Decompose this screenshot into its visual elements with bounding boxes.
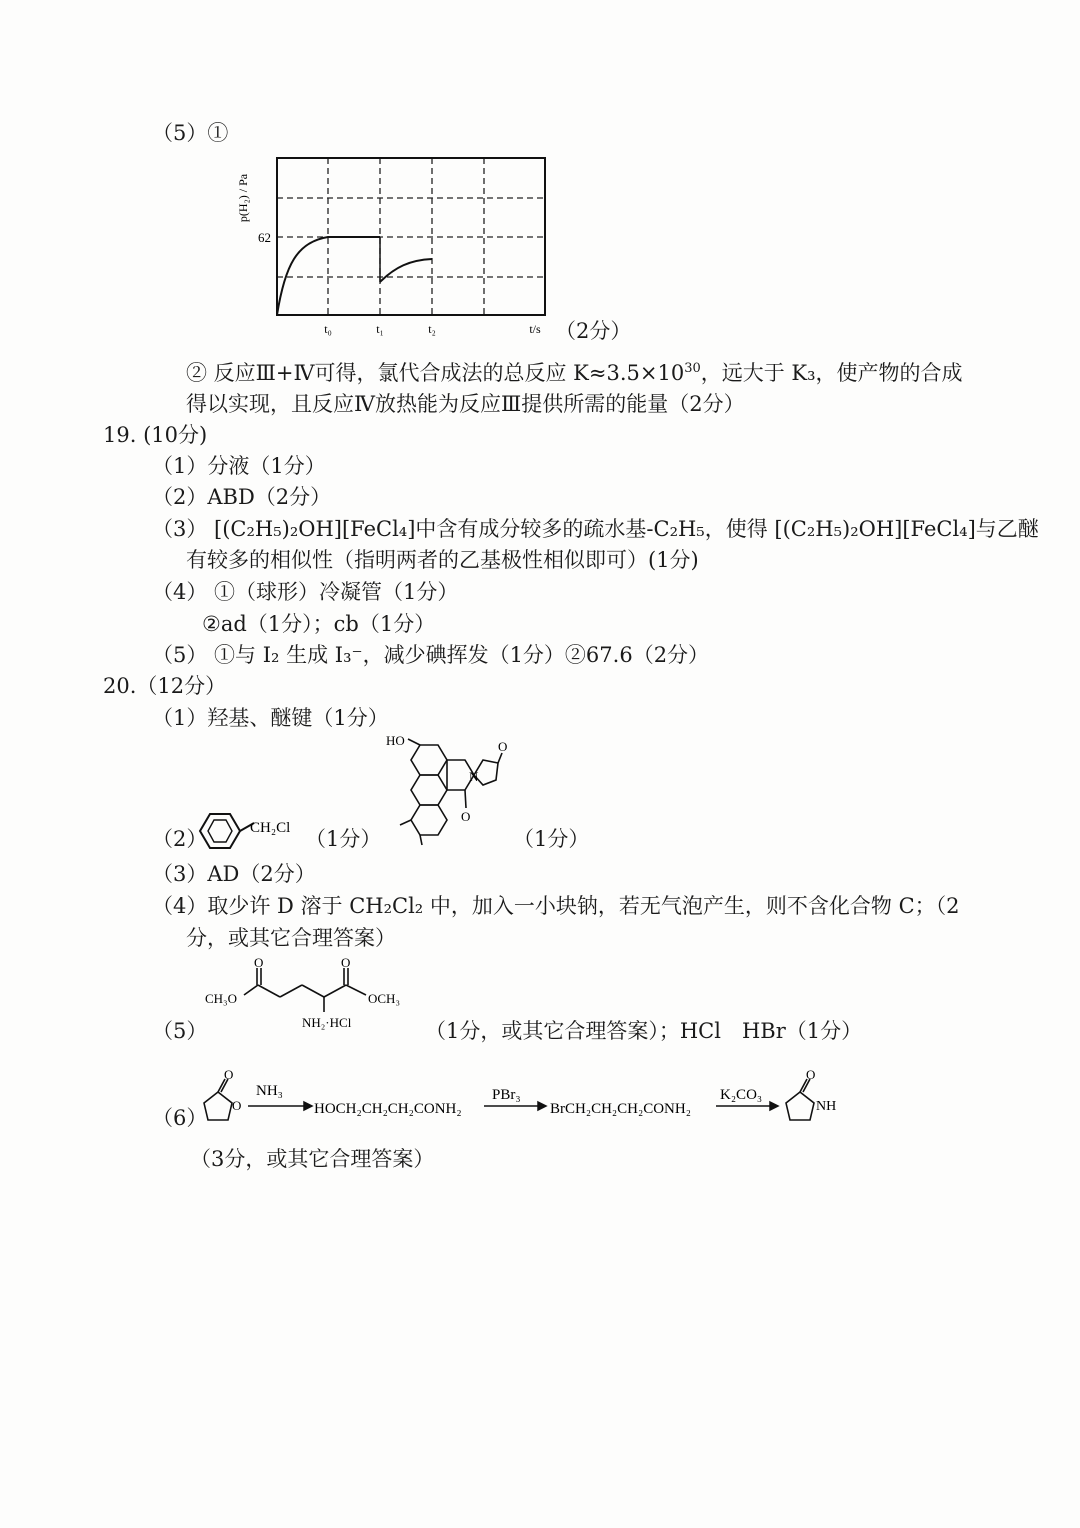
- lactam-carbonyl-o-label: O: [806, 1068, 816, 1082]
- q20-part6-note: （3分，或其它合理答案）: [190, 1147, 435, 1171]
- q20-part2-label: （2）: [152, 827, 208, 851]
- synthesis-route: [196, 1068, 856, 1138]
- glutamate-nh2hcl-label: NH₂·HCl: [302, 1015, 352, 1030]
- lactam-nh-label: NH: [816, 1099, 837, 1114]
- lactone-carbonyl-o-label: O: [224, 1068, 234, 1082]
- pressure-time-graph: [225, 150, 560, 340]
- q20-part4-line2: 分，或其它合理答案）: [186, 926, 396, 950]
- q19-part4-line2: ②ad（1分）；cb（1分）: [202, 612, 436, 636]
- q19-part3-line2: 有较多的相似性（指明两者的乙基极性相似即可）(1分): [186, 548, 699, 572]
- graph-gridlines: [277, 158, 545, 315]
- glutamate-o-left-label: O: [254, 955, 264, 970]
- phenanthro-o-bottom-label: O: [461, 809, 471, 824]
- reagent-nh3: NH₃: [256, 1083, 283, 1099]
- q19-part2: （2）ABD（2分）: [152, 485, 332, 509]
- q18-answer2-line1: [186, 360, 963, 386]
- q18-graph-score: （2分）: [555, 319, 632, 343]
- lactam-ring: [786, 1079, 814, 1120]
- q20-part5-answer: （1分，或其它合理答案）；HCl HBr（1分）: [425, 1019, 863, 1043]
- glutamate-o-right-label: O: [341, 955, 351, 970]
- q20-part3: （3）AD（2分）: [152, 862, 316, 886]
- q19-header: 19. (10分): [103, 423, 208, 447]
- reagent-k2co3: K₂CO₃: [720, 1087, 763, 1103]
- lactone-ring: [204, 1079, 232, 1120]
- q20-part5-label: （5）: [152, 1019, 208, 1043]
- graph-x-tick-t0: t₀: [324, 322, 332, 336]
- graph-x-axis-label: t/s: [529, 322, 541, 336]
- glutamate-ch3o-label: CH₃O: [205, 991, 237, 1006]
- intermediate-bromo-amide: BrCH₂CH₂CH₂CONH₂: [550, 1101, 691, 1117]
- q18-answer2-exponent: 30: [684, 361, 701, 376]
- q20-part6-label: （6）: [152, 1106, 208, 1130]
- arrow-2: [484, 1102, 546, 1110]
- arrow-3: [716, 1102, 778, 1110]
- lactone-ring-o-label: O: [232, 1098, 242, 1113]
- reagent-pbr3: PBr₃: [492, 1087, 521, 1103]
- glutamate-diester-structure: [200, 955, 415, 1037]
- q20-part1: （1）羟基、醚键（1分）: [152, 706, 389, 730]
- phenanthroindolizidine-structure: [380, 735, 510, 855]
- q19-part1: （1）分液（1分）: [152, 454, 326, 478]
- q18-answer2-line1-pre: ② 反应Ⅲ+Ⅳ可得，氯代合成法的总反应 K≈3.5×10: [186, 361, 685, 385]
- q18-answer2-line2: 得以实现，且反应Ⅳ放热能为反应Ⅲ提供所需的能量（2分）: [186, 392, 745, 416]
- q18-part5-label: （5）①: [152, 121, 229, 145]
- q19-part4-line1: （4） ①（球形）冷凝管（1分）: [152, 580, 459, 604]
- q20-part2-score1: （1分）: [305, 827, 382, 851]
- graph-x-tick-t2: t₂: [428, 322, 436, 336]
- graph-y-axis-label: p(H₂) / Pa: [236, 173, 250, 223]
- phenanthro-ho-label: HO: [386, 735, 405, 748]
- arrow-1: [248, 1102, 312, 1110]
- q18-answer2-line1-post: ，远大于 K₃，使产物的合成: [700, 361, 963, 385]
- q19-part3-line1: （3） [(C₂H₅)₂OH][FeCl₄]中含有成分较多的疏水基-C₂H₅，使得 [(C₂H₅)₂OH][FeCl₄]与乙醚: [152, 517, 1039, 541]
- graph-x-tick-t1: t₁: [376, 322, 384, 336]
- q20-part4-line1: （4）取少许 D 溶于 CH₂Cl₂ 中，加入一小块钠，若无气泡产生，则不含化合物 C；（2: [152, 894, 960, 918]
- benzyl-chloride-structure: [196, 808, 308, 854]
- q20-header: 20.（12分）: [103, 674, 227, 698]
- phenanthro-o-top-label: O: [498, 739, 508, 754]
- benzyl-chloride-ch2cl-label: CH₂Cl: [250, 820, 291, 836]
- glutamate-och3-label: OCH₃: [368, 991, 400, 1006]
- intermediate-hydroxy-amide: HOCH₂CH₂CH₂CONH₂: [314, 1101, 462, 1117]
- graph-y-tick-62: 62: [258, 230, 271, 245]
- q19-part5: （5） ①与 I₂ 生成 I₃⁻，减少碘挥发（1分）②67.6（2分）: [152, 643, 710, 667]
- graph-curve-segment-2: [380, 259, 432, 282]
- q20-part2-score2: （1分）: [513, 827, 590, 851]
- phenanthro-n-label: N: [469, 769, 479, 784]
